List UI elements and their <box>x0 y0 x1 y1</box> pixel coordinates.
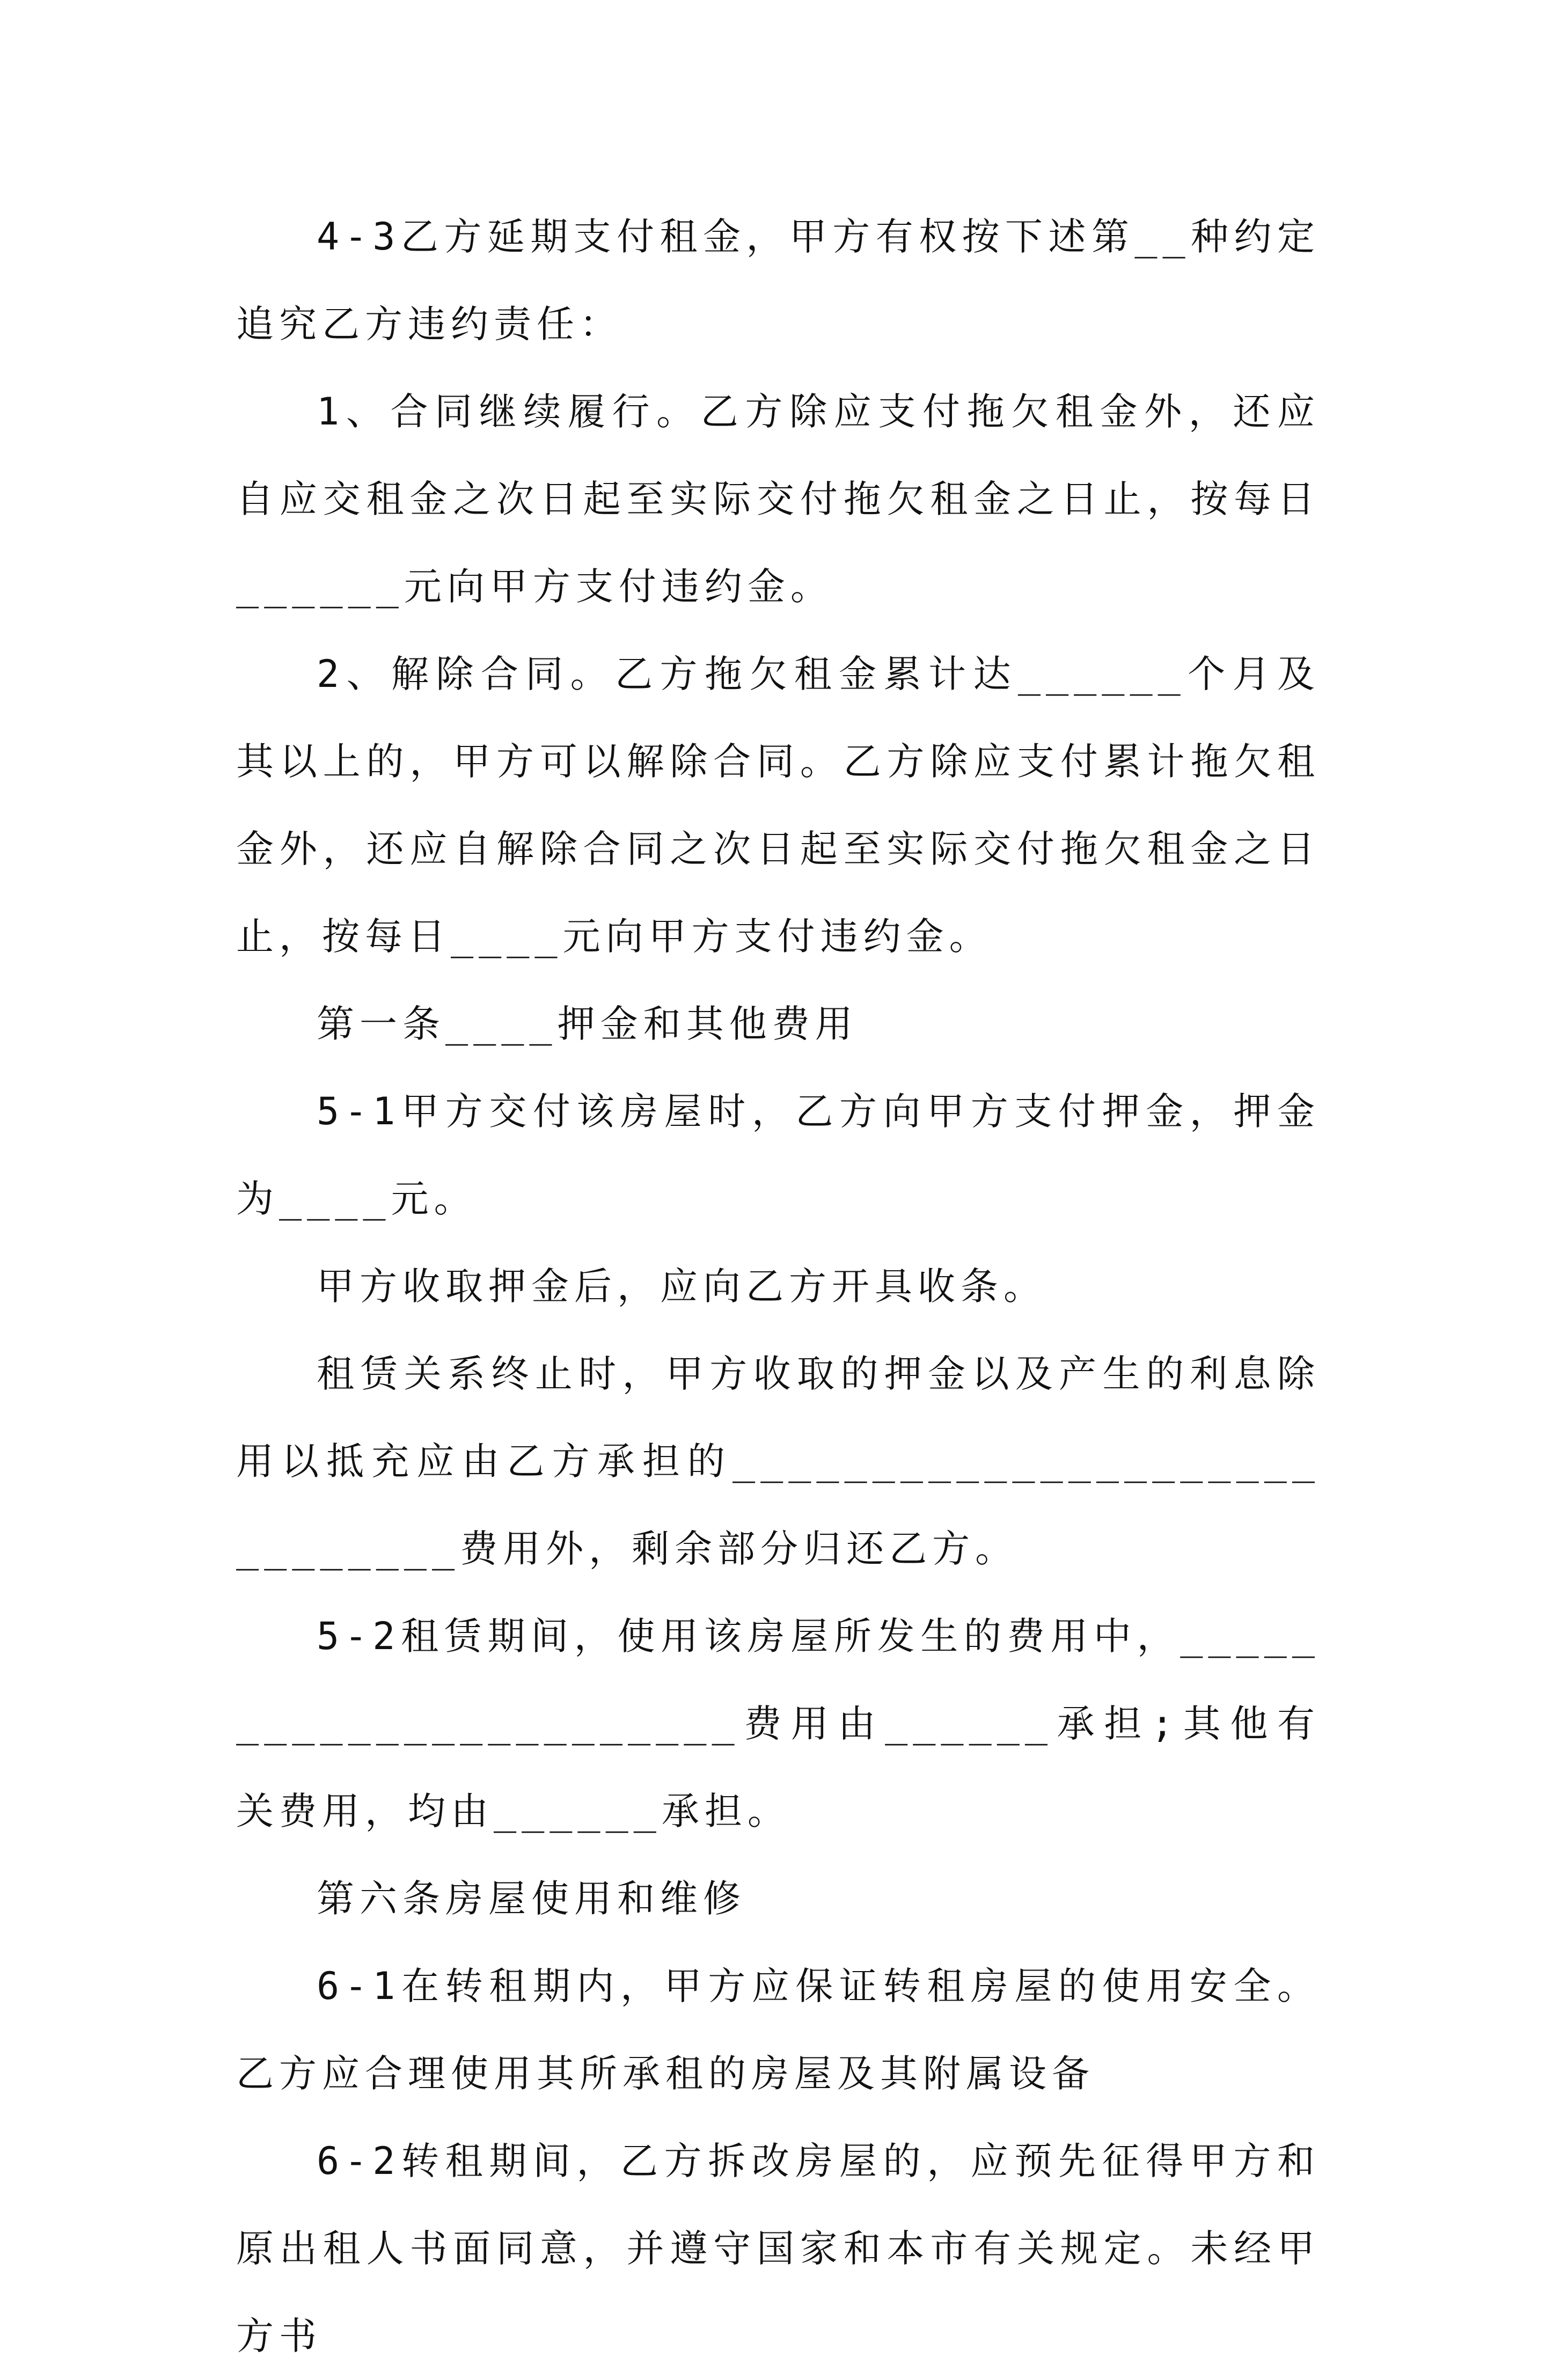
paragraph-deposit-return: 租赁关系终止时，甲方收取的押金以及产生的利息除用以抵充应由乙方承担的_____________________________费用外，剩余部分归还乙方。 <box>236 1352 1320 1571</box>
paragraph-option-1: 1、合同继续履行。乙方除应支付拖欠租金外，还应自应交租金之次日起至实际交付拖欠租金之日止，按每日______元向甲方支付违约金。 <box>236 390 1320 609</box>
paragraph-option-2: 2、解除合同。乙方拖欠租金累计达______个月及其以上的，甲方可以解除合同。乙方除应支付累计拖欠租金外，还应自解除合同之次日起至实际交付拖欠租金之日止，按每日____元向甲方支付违约金。 <box>236 652 1320 958</box>
document-body <box>236 193 1320 2380</box>
paragraph-5-2: 5-2租赁期间，使用该房屋所发生的费用中，_______________________费用由______承担;其他有关费用，均由______承担。 <box>236 1614 1320 1833</box>
paragraph-5-1: 5-1甲方交付该房屋时，乙方向甲方支付押金，押金为____元。 <box>236 1089 1320 1221</box>
section-heading-use-repair: 第六条房屋使用和维修 <box>317 1877 746 1921</box>
section-heading-deposit: 第一条____押金和其他费用 <box>317 1002 858 1046</box>
paragraph-6-2: 6-2转租期间，乙方拆改房屋的，应预先征得甲方和原出租人书面同意，并遵守国家和本市有关规定。未经甲方书 <box>236 2139 1320 2358</box>
paragraph-6-1: 6-1在转租期内，甲方应保证转租房屋的使用安全。乙方应合理使用其所承租的房屋及其附属设备 <box>236 1964 1320 2096</box>
paragraph-4-3: 4-3乙方延期支付租金，甲方有权按下述第__种约定追究乙方违约责任： <box>236 215 1320 346</box>
paragraph-receipt: 甲方收取押金后，应向乙方开具收条。 <box>317 1264 1046 1308</box>
